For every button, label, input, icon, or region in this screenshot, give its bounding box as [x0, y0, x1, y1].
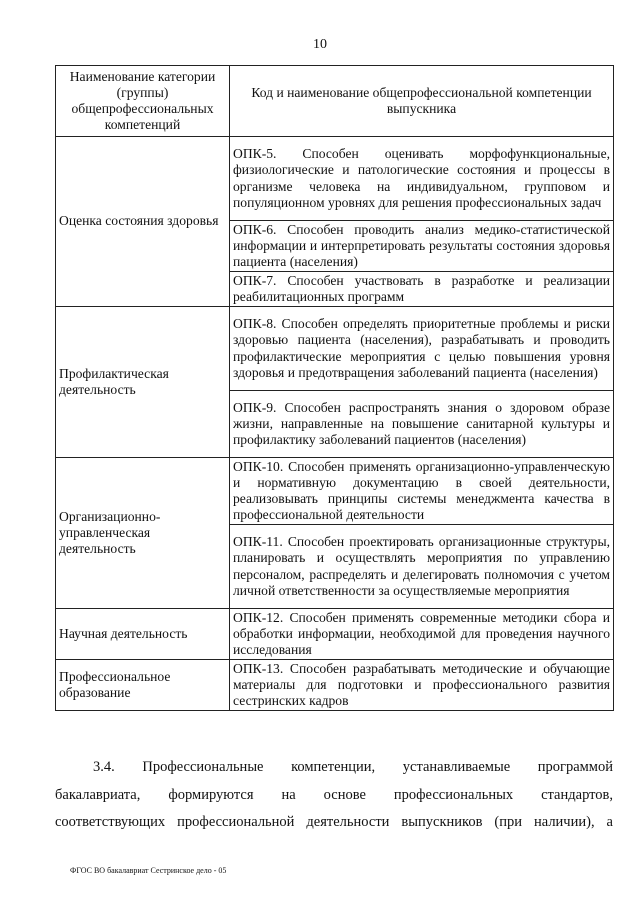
competence-cell: ОПК-6. Способен проводить анализ медико-статистической информации и интерпретировать результаты состояния здоровья пациента (населения): [230, 221, 614, 272]
table-row: [56, 660, 614, 711]
competence-cell: ОПК-10. Способен применять организационно-управленческую и нормативную документацию в своей деятельности, реализовывать принципы системы менеджмента качества в профессиональной деятельности: [230, 458, 614, 525]
category-cell: Оценка состояния здоровья: [56, 137, 230, 307]
competence-cell: ОПК-13. Способен разрабатывать методические и обучающие материалы для подготовки и профессионального развития сестринских кадров: [230, 660, 614, 711]
table-row: [56, 609, 614, 660]
category-cell: Профилактическая деятельность: [56, 307, 230, 458]
header-category: Наименование категории (группы) общепрофессиональных компетенций: [56, 66, 230, 137]
paragraph-line: соответствующих профессиональной деятельности выпускников (при наличии), а: [55, 814, 613, 830]
competence-cell: ОПК-7. Способен участвовать в разработке и реализации реабилитационных программ: [230, 272, 614, 307]
document-footer: ФГОС ВО бакалавриат Сестринское дело - 05: [70, 866, 227, 875]
competence-cell: ОПК-8. Способен определять приоритетные проблемы и риски здоровью пациента (населения), разрабатывать и проводить профилактические мероприятия с целью повышения уровня здоровья и предотвращения заболеваний пациента (населения): [230, 307, 614, 391]
competence-cell: ОПК-9. Способен распространять знания о здоровом образе жизни, направленные на повышение санитарной культуры и профилактику заболеваний пациентов (населения): [230, 391, 614, 458]
table-header-row: [56, 66, 614, 137]
paragraph-line: бакалавриата, формируются на основе профессиональных стандартов,: [55, 787, 613, 803]
competence-table: [55, 65, 614, 711]
category-cell: Организационно-управленческая деятельность: [56, 458, 230, 609]
paragraph-line: 3.4. Профессиональные компетенции, устанавливаемые программой: [93, 759, 613, 775]
header-competence: Код и наименование общепрофессиональной компетенции выпускника: [230, 66, 614, 137]
competence-cell: ОПК-11. Способен проектировать организационные структуры, планировать и осуществлять мероприятия по управлению персоналом, распределять и делегировать полномочия с учетом личной ответственности за осуществляемые мероприятия: [230, 525, 614, 609]
page-number: 10: [313, 37, 327, 52]
table-row: [56, 307, 614, 391]
category-cell: Научная деятельность: [56, 609, 230, 660]
table-row: [56, 458, 614, 525]
table-row: [56, 137, 614, 221]
category-cell: Профессиональное образование: [56, 660, 230, 711]
competence-cell: ОПК-12. Способен применять современные методики сбора и обработки информации, необходимой для проведения научного исследования: [230, 609, 614, 660]
competence-cell: ОПК-5. Способен оценивать морфофункциональные, физиологические и патологические состояния и процессы в организме человека на индивидуальном, групповом и популяционном уровнях для решения профессиональных задач: [230, 137, 614, 221]
